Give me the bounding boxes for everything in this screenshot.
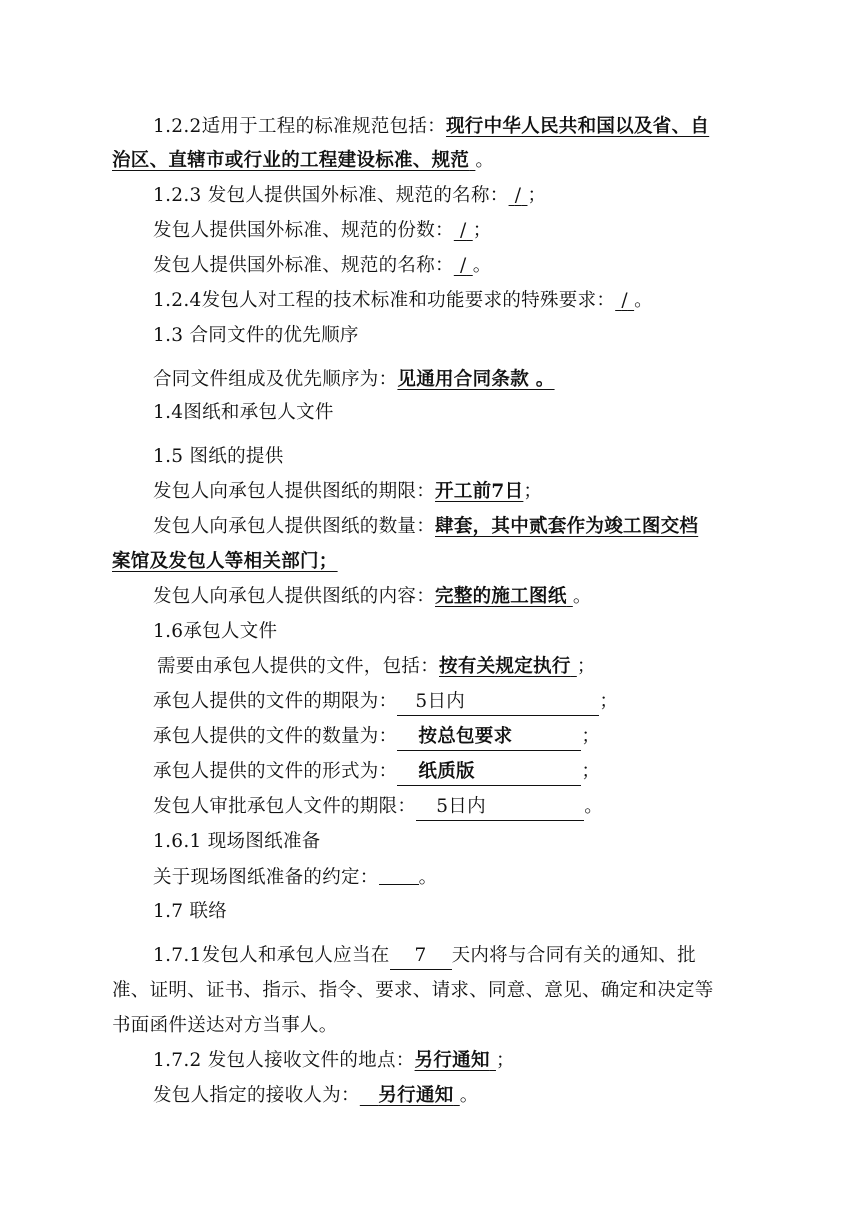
clause-label: 1.2.4发包人对工程的技术标准和功能要求的特殊要求： (153, 290, 616, 311)
clause-receiver (153, 1083, 801, 1109)
clause-label: 1.7.2 发包人接收文件的地点： (153, 1050, 415, 1071)
clause-value: 完整的施工图纸 (435, 586, 567, 607)
clause-label: 承包人提供的文件的数量为： (153, 726, 398, 747)
clause-label: 1.7 联络 (153, 901, 228, 922)
clause-1-7-2 (153, 1048, 801, 1074)
clause-label: 发包人指定的接收人为： (153, 1085, 360, 1106)
clause-label: 发包人提供国外标准、规范的名称： (153, 255, 454, 276)
clause-docs-period (153, 689, 801, 716)
clause-priority (153, 367, 801, 393)
clause-docs-approval (153, 794, 801, 821)
clause-end: 。 (584, 796, 604, 817)
clause-value: 7 (414, 945, 427, 966)
clause-value: / (514, 185, 522, 206)
clause-label: 承包人提供的文件的期限为： (153, 691, 398, 712)
clause-1-7-1 (153, 943, 801, 970)
clause-end: ； (581, 761, 601, 782)
clause-label: 1.7.1发包人和承包人应当在 (153, 945, 390, 966)
clause-value: 现行中华人民共和国以及省、自 (445, 116, 710, 137)
clause-1-7-1-end (112, 1013, 760, 1039)
clause-drawing-period (153, 479, 801, 505)
clause-value: 案馆及发包人等相关部门； (112, 551, 338, 572)
clause-label: 关于现场图纸准备的约定： (153, 867, 379, 888)
clause-value: / (621, 290, 628, 311)
clause-drawing-quantity-cont (112, 549, 760, 575)
clause-value: 见通用合同条款 。 (397, 369, 555, 390)
heading-1-3 (153, 323, 801, 349)
clause-drawing-content (153, 584, 801, 610)
blank-fill (379, 864, 419, 885)
clause-1-2-3 (153, 183, 801, 209)
clause-end: 。 (572, 586, 592, 607)
clause-label: 1.2.3 发包人提供国外标准、规范的名称： (153, 185, 509, 206)
clause-1-2-4 (153, 288, 801, 314)
clause-foreign-names (153, 253, 801, 279)
clause-label: 合同文件组成及优先顺序为： (153, 369, 398, 390)
clause-value: 5日内 (436, 796, 486, 817)
clause-value: 纸质版 (418, 761, 475, 782)
clause-end: ； (472, 220, 492, 241)
clause-value: 肆套，其中贰套作为竣工图交档 (435, 516, 699, 537)
clause-docs-quantity (153, 724, 801, 751)
heading-1-7 (153, 899, 801, 925)
clause-end: ； (495, 1050, 515, 1071)
clause-end: ； (581, 726, 601, 747)
clause-label: 发包人向承包人提供图纸的期限： (153, 481, 436, 502)
clause-end: ； (576, 656, 596, 677)
clause-end: 。 (475, 150, 495, 171)
clause-label: 发包人向承包人提供图纸的内容： (153, 586, 436, 607)
clause-value: 治区、直辖市或行业的工程建设标准、规范 (112, 150, 470, 171)
clause-foreign-copies (153, 218, 801, 244)
clause-end: 。 (634, 290, 653, 311)
clause-end: 。 (418, 867, 438, 888)
clause-end: ； (523, 481, 543, 502)
clause-label: 发包人审批承包人文件的期限： (153, 796, 417, 817)
clause-1-2-2 (153, 114, 801, 140)
clause-label: 发包人向承包人提供图纸的数量： (153, 516, 436, 537)
clause-label: 承包人提供的文件的形式为： (153, 761, 398, 782)
clause-docs-form (153, 759, 801, 786)
clause-label: 1.5 图纸的提供 (153, 446, 284, 467)
clause-value: 按总包要求 (418, 726, 513, 747)
heading-1-5 (153, 444, 801, 470)
clause-label: 1.3 合同文件的优先顺序 (153, 325, 359, 346)
clause-end: ； (527, 185, 547, 206)
clause-contractor-docs (157, 654, 805, 680)
clause-label: 发包人提供国外标准、规范的份数： (153, 220, 454, 241)
heading-1-6 (153, 619, 801, 645)
clause-value: 另行通知 (378, 1085, 454, 1106)
clause-value: 另行通知 (414, 1050, 490, 1071)
clause-label: 书面函件送达对方当事人。 (112, 1015, 338, 1036)
clause-label: 1.6.1 现场图纸准备 (153, 831, 321, 852)
clause-site-drawings (153, 864, 801, 891)
clause-label: 需要由承包人提供的文件，包括： (157, 656, 440, 677)
clause-end: 。 (459, 1085, 479, 1106)
clause-value: 按有关规定执行 (439, 656, 571, 677)
clause-label: 1.2.2适用于工程的标准规范包括： (153, 116, 446, 137)
clause-value: 开工前7日 (435, 481, 524, 502)
heading-1-6-1 (153, 829, 801, 855)
clause-value: 5日内 (415, 691, 466, 712)
clause-end: ； (599, 691, 619, 712)
clause-end: 天内将与合同有关的通知、批 (451, 945, 696, 966)
clause-label: 1.4图纸和承包人文件 (153, 402, 334, 423)
heading-1-4 (153, 400, 801, 426)
clause-value: / (460, 255, 467, 276)
clause-value: / (460, 220, 467, 241)
clause-1-2-2-cont (112, 148, 760, 174)
clause-label: 1.6承包人文件 (153, 621, 278, 642)
clause-label: 准、证明、证书、指示、指令、要求、请求、同意、意见、确定和决定等 (112, 980, 714, 1001)
clause-end: 。 (472, 255, 492, 276)
clause-drawing-quantity (153, 514, 801, 540)
clause-1-7-1-cont (112, 978, 760, 1004)
